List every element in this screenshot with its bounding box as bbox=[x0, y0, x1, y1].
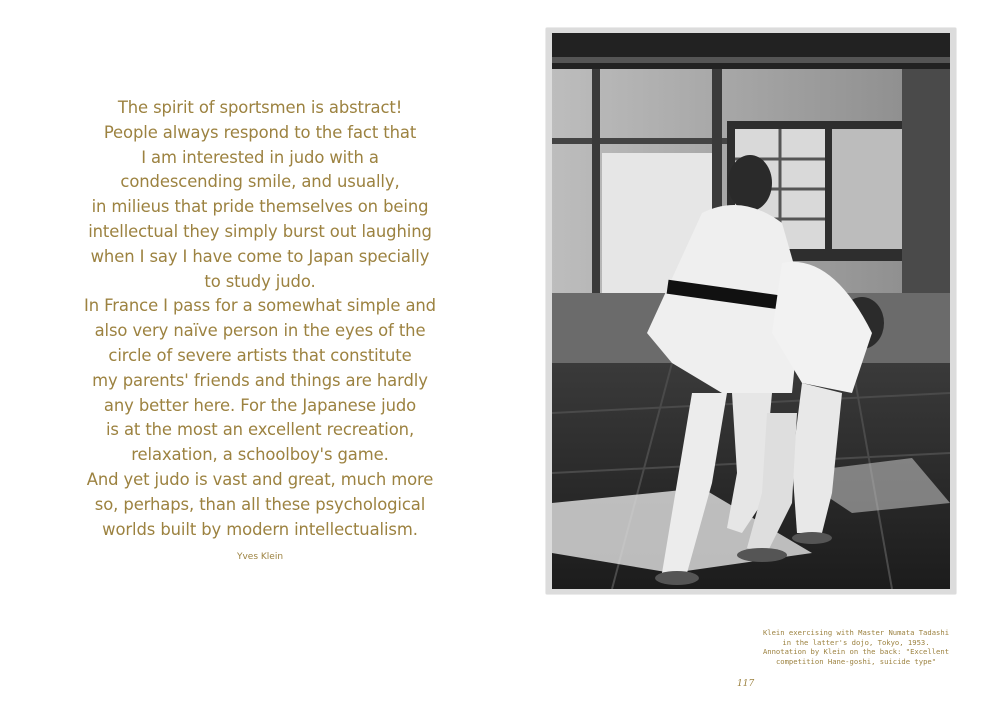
quote-line: condescending smile, and usually, bbox=[120, 172, 400, 192]
page-number: 117 bbox=[737, 679, 755, 689]
judo-photo-image bbox=[552, 33, 950, 589]
judo-photograph bbox=[546, 28, 956, 594]
quote-text bbox=[60, 96, 460, 542]
quote-line: to study judo. bbox=[204, 271, 316, 291]
caption-line: Klein exercising with Master Numata Tadashi bbox=[762, 628, 950, 637]
quote-line: circle of severe artists that constitute bbox=[108, 345, 412, 365]
quote-line: when I say I have come to Japan specially bbox=[90, 246, 430, 266]
quote-line: also very naïve person in the eyes of the bbox=[94, 321, 426, 341]
quote-line: so, perhaps, than all these psychological bbox=[94, 494, 426, 514]
quote-line: any better here. For the Japanese judo bbox=[103, 395, 417, 415]
quote-line: worlds built by modern intellectualism. bbox=[102, 519, 418, 539]
caption-line: Annotation by Klein on the back: "Excellent bbox=[762, 647, 950, 657]
quote-line: relaxation, a schoolboy's game. bbox=[131, 445, 389, 465]
quote-line: my parents' friends and things are hardly bbox=[92, 370, 428, 390]
quote-line: People always respond to the fact that bbox=[103, 122, 417, 142]
quote-line: intellectual they simply burst out laughing bbox=[88, 221, 432, 241]
quote-line: In France I pass for a somewhat simple and bbox=[84, 296, 436, 316]
quote-author: Yves Klein bbox=[236, 552, 284, 562]
caption-line: competition Hane-goshi, suicide type" bbox=[775, 656, 937, 666]
quote-line: in milieus that pride themselves on being bbox=[91, 197, 429, 217]
photo-caption bbox=[726, 628, 986, 666]
quote-line: And yet judo is vast and great, much more bbox=[86, 469, 434, 489]
caption-line: in the latter's dojo, Tokyo, 1953. bbox=[782, 637, 930, 647]
quote-line: The spirit of sportsmen is abstract! bbox=[117, 98, 403, 117]
quote-line: is at the most an excellent recreation, bbox=[105, 420, 415, 440]
quote-line: I am interested in judo with a bbox=[141, 147, 379, 167]
